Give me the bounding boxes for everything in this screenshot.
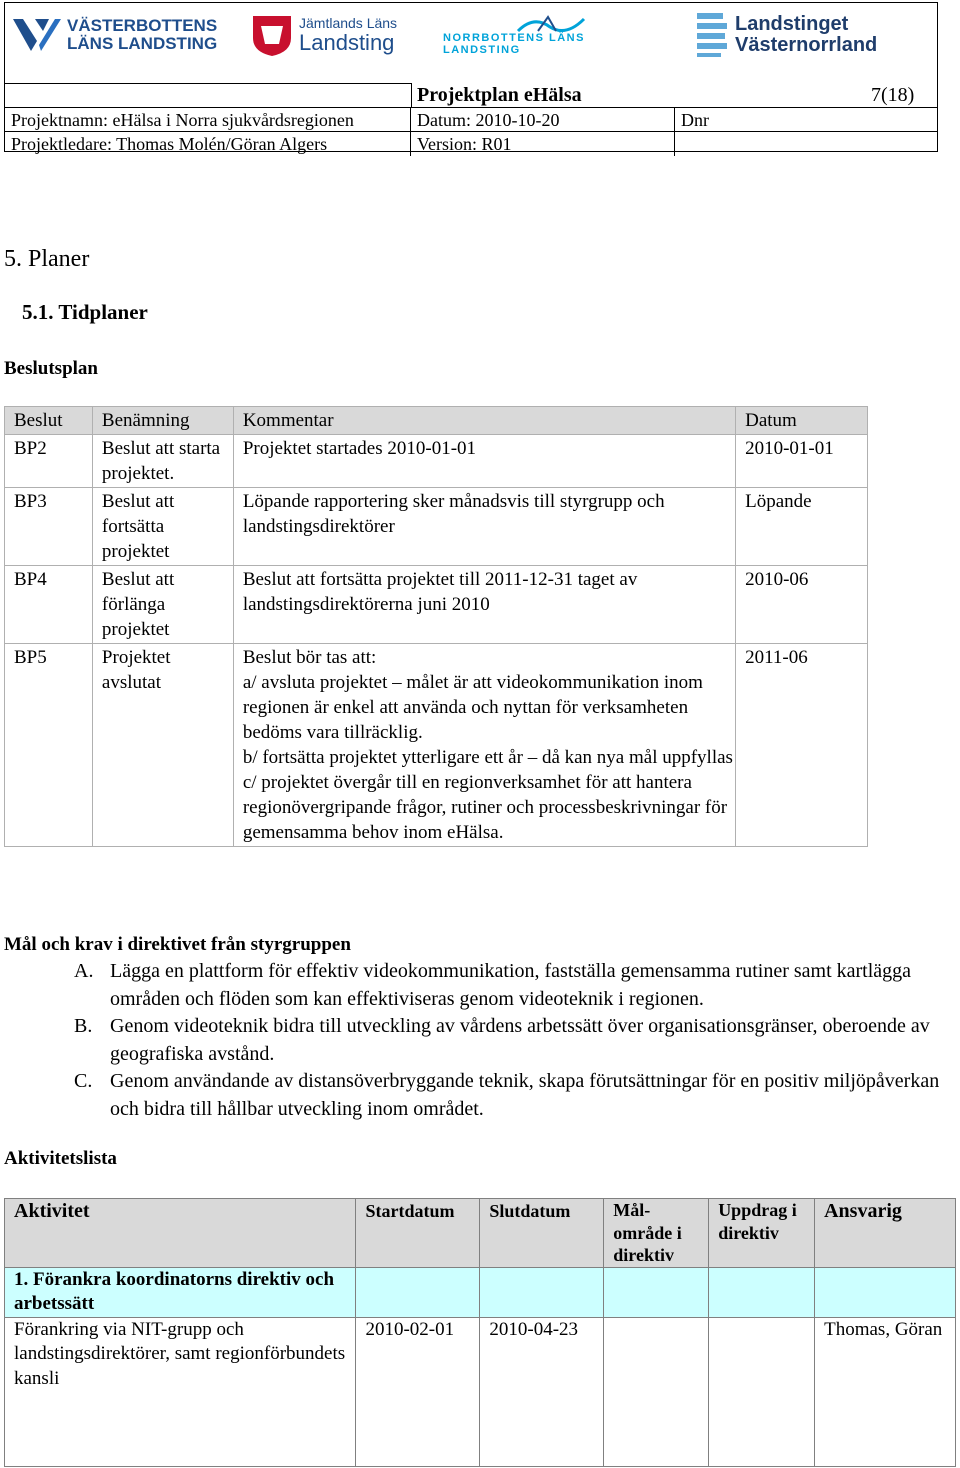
beslutsplan-table <box>4 406 868 847</box>
goal-item-b <box>74 1013 954 1068</box>
kommentar-line: a/ avsluta projektet – målet är att videokommunikation inom regionen är enkel att använda och nyttan för verksamheten bedöms vara tillräcklig. <box>242 672 703 743</box>
datum-cell: Löpande <box>736 488 868 566</box>
benamning-cell: Beslut att fortsätta projektet <box>92 488 233 566</box>
kommentar-line: Beslut bör tas att: <box>242 647 377 668</box>
section-cell <box>709 1267 815 1317</box>
beslut-cell: BP5 <box>5 644 93 847</box>
header-project-row <box>5 107 937 132</box>
goal-letter: A. <box>74 960 94 982</box>
jamtlands-logo <box>249 7 419 63</box>
aktivitet-cell: Förankring via NIT-grupp och landstingsdirektörer, samt regionförbundets kansli <box>5 1317 356 1466</box>
project-name: Projektnamn: eHälsa i Norra sjukvårdsregionen <box>5 108 411 132</box>
column-header-slutdatum: Slutdatum <box>480 1199 604 1268</box>
table-row <box>5 1317 956 1466</box>
column-header-beslut: Beslut <box>5 407 93 435</box>
document-date: Datum: 2010-10-20 <box>411 108 675 132</box>
table-row <box>5 488 868 566</box>
heading-mal-och-krav: Mål och krav i direktivet från styrgruppen <box>4 934 351 955</box>
kommentar-cell <box>233 644 735 847</box>
ansvarig-cell: Thomas, Göran <box>815 1317 956 1466</box>
logo-row <box>5 3 937 81</box>
aktivitetslista-table <box>4 1198 956 1467</box>
startdatum-cell: 2010-02-01 <box>356 1317 480 1466</box>
goal-letter: C. <box>74 1070 93 1092</box>
page-number: 7(18) <box>871 84 915 106</box>
vasterbottens-emblem-icon <box>11 15 63 55</box>
table-row <box>5 435 868 488</box>
column-header-ansvarig: Ansvarig <box>815 1199 956 1268</box>
goal-letter: B. <box>74 1015 93 1037</box>
project-leader: Projektledare: Thomas Molén/Göran Algers <box>5 132 411 156</box>
section-title: 1. Förankra koordinatorns direktiv och arbetssätt <box>5 1267 356 1317</box>
vasternorrland-line2: Västernorrland <box>735 34 878 56</box>
beslut-cell: BP3 <box>5 488 93 566</box>
table-row <box>5 644 868 847</box>
jamtlands-shield-icon <box>249 12 295 58</box>
section-cell <box>604 1267 709 1317</box>
norrbottens-line1: NORRBOTTENS LÄNS LANDSTING <box>443 32 585 56</box>
vasterbottens-logo <box>11 7 221 63</box>
heading-beslutsplan: Beslutsplan <box>4 358 98 379</box>
aktivitet-header-row <box>5 1199 956 1268</box>
table-row <box>5 566 868 644</box>
goal-text: Lägga en plattform för effektiv videokommunikation, fastställa gemensamma rutiner samt kartlägga områden och flöden som kan effektiviseras genom videoteknik i regionen. <box>110 960 912 1010</box>
header-leader-row <box>5 131 937 156</box>
column-header-malomrade: Mål-område i direktiv <box>604 1199 709 1268</box>
header-divider <box>5 83 411 84</box>
benamning-cell: Beslut att förlänga projektet <box>92 566 233 644</box>
column-header-aktivitet: Aktivitet <box>5 1199 356 1268</box>
beslut-cell: BP2 <box>5 435 93 488</box>
header-title-row <box>5 83 937 107</box>
heading-planer: 5. Planer <box>4 246 90 272</box>
section-cell <box>815 1267 956 1317</box>
vasterbottens-line2: LÄNS LANDSTING <box>67 34 218 53</box>
vasternorrland-line1: Landstinget <box>735 13 849 35</box>
column-header-kommentar: Kommentar <box>233 407 735 435</box>
uppdrag-cell <box>709 1317 815 1466</box>
goal-item-a <box>74 958 954 1013</box>
section-cell <box>480 1267 604 1317</box>
goal-text: Genom användande av distansöverbryggande teknik, skapa förutsättningar för en positiv miljöpåverkan och bidra till hållbar utveckling inom området. <box>110 1070 940 1120</box>
doc-title: Projektplan eHälsa <box>417 84 582 106</box>
document-version: Version: R01 <box>411 132 675 156</box>
slutdatum-cell: 2010-04-23 <box>480 1317 604 1466</box>
kommentar-cell <box>233 566 735 644</box>
heading-tidplaner: 5.1. Tidplaner <box>22 300 148 324</box>
column-header-startdatum: Startdatum <box>356 1199 480 1268</box>
section-row <box>5 1267 956 1317</box>
datum-cell: 2010-06 <box>736 566 868 644</box>
column-header-datum: Datum <box>736 407 868 435</box>
benamning-cell: Projektet avslutat <box>92 644 233 847</box>
benamning-cell: Beslut att starta projektet. <box>92 435 233 488</box>
goal-item-c <box>74 1068 954 1123</box>
datum-cell: 2011-06 <box>736 644 868 847</box>
jamtlands-line2: Landsting <box>299 29 395 55</box>
section-cell <box>356 1267 480 1317</box>
vasternorrland-logo <box>695 7 895 63</box>
jamtlands-line1: Jämtlands Läns <box>299 15 398 32</box>
dnr-label: Dnr <box>681 110 709 130</box>
kommentar-line: Projektet startades 2010-01-01 <box>242 438 477 459</box>
kommentar-cell <box>233 435 735 488</box>
norrbottens-logo <box>443 7 658 63</box>
document-header <box>4 2 938 152</box>
goal-text: Genom videoteknik bidra till utveckling av vårdens arbetssätt över organisationsgränser, oberoende av geografiska avstånd. <box>110 1015 930 1065</box>
header-divider-vertical <box>411 83 412 107</box>
malomrade-cell <box>604 1317 709 1466</box>
kommentar-line: c/ projektet övergår till en regionverksamhet för att hantera regionövergripande frågor, rutiner och processbeskrivningar för gemensamma behov inom eHälsa. <box>242 772 728 843</box>
vasterbottens-line1: VÄSTERBOTTENS <box>67 16 218 36</box>
heading-aktivitetslista: Aktivitetslista <box>4 1148 117 1169</box>
vasternorrland-lines-icon <box>695 11 729 59</box>
column-header-uppdrag: Uppdrag i direktiv <box>709 1199 815 1268</box>
kommentar-line: Beslut att fortsätta projektet till 2011-12-31 taget av landstingsdirektörerna juni 2010 <box>242 569 638 615</box>
kommentar-line: Löpande rapportering sker månadsvis till styrgrupp och landstingsdirektörer <box>242 491 665 537</box>
beslutsplan-header-row <box>5 407 868 435</box>
beslut-cell: BP4 <box>5 566 93 644</box>
kommentar-cell <box>233 488 735 566</box>
datum-cell: 2010-01-01 <box>736 435 868 488</box>
norrbottens-wave-icon <box>516 13 586 33</box>
kommentar-line: b/ fortsätta projektet ytterligare ett år – då kan nya mål uppfyllas <box>242 747 733 768</box>
column-header-benamning: Benämning <box>92 407 233 435</box>
